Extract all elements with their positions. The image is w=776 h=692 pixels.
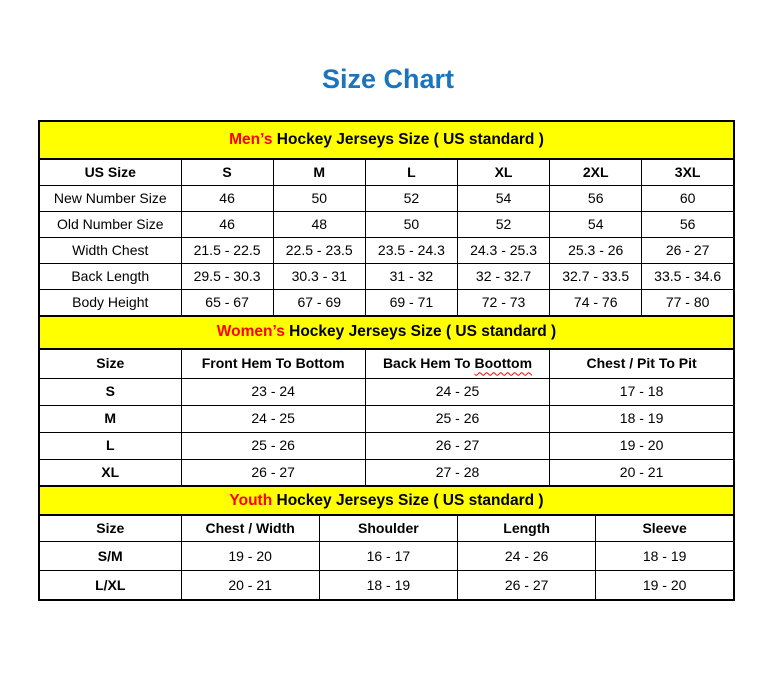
table-row	[39, 432, 734, 459]
caption-highlight: Youth	[229, 491, 273, 509]
data-cell: 21.5 - 22.5	[181, 238, 273, 264]
column-header-label: Shoulder	[358, 520, 419, 537]
table-row	[39, 405, 734, 432]
column-header	[181, 349, 365, 379]
data-cell: 46	[181, 212, 273, 238]
table-row	[39, 264, 734, 290]
table-row	[39, 542, 734, 571]
row-label: Old Number Size	[39, 212, 181, 238]
data-cell: 32.7 - 33.5	[550, 264, 642, 290]
womens-header-row	[39, 349, 734, 379]
column-header	[319, 515, 457, 542]
data-cell: 54	[457, 186, 549, 212]
table-row	[39, 186, 734, 212]
data-cell: 24 - 25	[181, 405, 365, 432]
data-cell: 17 - 18	[550, 378, 734, 405]
data-cell: 16 - 17	[319, 542, 457, 571]
column-header	[457, 159, 549, 186]
column-header	[39, 159, 181, 186]
column-header	[39, 515, 181, 542]
womens-caption	[39, 316, 734, 349]
column-header	[365, 349, 549, 379]
table-row	[39, 378, 734, 405]
data-cell: 26 - 27	[365, 432, 549, 459]
column-header	[458, 515, 596, 542]
data-cell: 18 - 19	[550, 405, 734, 432]
column-header-label: Chest / Pit To Pit	[586, 355, 697, 372]
column-header	[181, 159, 273, 186]
data-cell: 30.3 - 31	[273, 264, 365, 290]
data-cell: 54	[550, 212, 642, 238]
column-header-label: 2XL	[582, 164, 609, 181]
row-label: L	[39, 432, 181, 459]
mens-caption	[39, 121, 734, 159]
womens-body	[39, 378, 734, 487]
data-cell: 18 - 19	[596, 542, 734, 571]
table-row	[39, 212, 734, 238]
data-cell: 60	[642, 186, 734, 212]
data-cell: 26 - 27	[642, 238, 734, 264]
caption-text: Hockey Jerseys Size ( US standard )	[272, 491, 544, 509]
row-label: S	[39, 378, 181, 405]
column-header	[550, 159, 642, 186]
row-label: XL	[39, 459, 181, 487]
data-cell: 24 - 26	[458, 542, 596, 571]
table-row	[39, 459, 734, 487]
data-cell: 23 - 24	[181, 378, 365, 405]
data-cell: 52	[365, 186, 457, 212]
column-header-label: L	[407, 164, 416, 181]
youth-caption	[39, 486, 734, 515]
column-header-label: Back Hem To	[382, 355, 475, 372]
column-header-label: US Size	[84, 164, 136, 181]
womens-caption-row	[39, 316, 734, 349]
column-header-label: Sleeve	[642, 520, 687, 537]
data-cell: 25 - 26	[181, 432, 365, 459]
data-cell: 52	[457, 212, 549, 238]
row-label: New Number Size	[39, 186, 181, 212]
mens-header-row	[39, 159, 734, 186]
row-label: Body Height	[39, 290, 181, 317]
table-row	[39, 238, 734, 264]
row-label: L/XL	[39, 571, 181, 601]
column-header-label: Size	[96, 355, 125, 372]
data-cell: 27 - 28	[365, 459, 549, 487]
column-header-label: Length	[503, 520, 550, 537]
column-header	[39, 349, 181, 379]
data-cell: 74 - 76	[550, 290, 642, 317]
data-cell: 67 - 69	[273, 290, 365, 317]
youth-body	[39, 542, 734, 601]
row-label: Width Chest	[39, 238, 181, 264]
data-cell: 33.5 - 34.6	[642, 264, 734, 290]
data-cell: 65 - 67	[181, 290, 273, 317]
data-cell: 19 - 20	[181, 542, 319, 571]
mens-caption-row	[39, 121, 734, 159]
column-header-label: Chest / Width	[205, 520, 295, 537]
column-header-label: XL	[494, 164, 513, 181]
misspelled-word: Boottom	[474, 355, 533, 372]
data-cell: 19 - 20	[596, 571, 734, 601]
column-header	[642, 159, 734, 186]
row-label: M	[39, 405, 181, 432]
caption-highlight: Women’s	[216, 323, 285, 341]
data-cell: 50	[273, 186, 365, 212]
column-header	[181, 515, 319, 542]
data-cell: 19 - 20	[550, 432, 734, 459]
table-row	[39, 571, 734, 601]
data-cell: 72 - 73	[457, 290, 549, 317]
data-cell: 48	[273, 212, 365, 238]
row-label: S/M	[39, 542, 181, 571]
row-label: Back Length	[39, 264, 181, 290]
column-header	[596, 515, 734, 542]
column-header	[365, 159, 457, 186]
mens-size-table	[38, 120, 735, 317]
caption-text: Hockey Jerseys Size ( US standard )	[272, 131, 544, 149]
size-tables	[38, 120, 735, 601]
data-cell: 32 - 32.7	[457, 264, 549, 290]
data-cell: 20 - 21	[181, 571, 319, 601]
column-header-label: S	[222, 164, 232, 181]
data-cell: 50	[365, 212, 457, 238]
mens-body	[39, 186, 734, 317]
column-header-label: M	[313, 164, 326, 181]
column-header-label: 3XL	[674, 164, 701, 181]
youth-header-row	[39, 515, 734, 542]
column-header	[273, 159, 365, 186]
youth-caption-row	[39, 486, 734, 515]
page-title: Size Chart	[321, 64, 455, 94]
caption-highlight: Men’s	[229, 131, 273, 149]
column-header-label: Front Hem To Bottom	[201, 355, 345, 372]
data-cell: 24 - 25	[365, 378, 549, 405]
data-cell: 31 - 32	[365, 264, 457, 290]
data-cell: 26 - 27	[181, 459, 365, 487]
data-cell: 23.5 - 24.3	[365, 238, 457, 264]
data-cell: 25 - 26	[365, 405, 549, 432]
data-cell: 56	[642, 212, 734, 238]
data-cell: 20 - 21	[550, 459, 734, 487]
caption-text: Hockey Jerseys Size ( US standard )	[284, 323, 557, 341]
data-cell: 29.5 - 30.3	[181, 264, 273, 290]
youth-size-table	[38, 485, 735, 601]
data-cell: 22.5 - 23.5	[273, 238, 365, 264]
data-cell: 56	[550, 186, 642, 212]
womens-size-table	[38, 315, 735, 488]
data-cell: 26 - 27	[458, 571, 596, 601]
data-cell: 69 - 71	[365, 290, 457, 317]
data-cell: 18 - 19	[319, 571, 457, 601]
data-cell: 25.3 - 26	[550, 238, 642, 264]
column-header-label: Size	[96, 520, 125, 537]
column-header	[550, 349, 734, 379]
data-cell: 46	[181, 186, 273, 212]
data-cell: 77 - 80	[642, 290, 734, 317]
table-row	[39, 290, 734, 317]
data-cell: 24.3 - 25.3	[457, 238, 549, 264]
